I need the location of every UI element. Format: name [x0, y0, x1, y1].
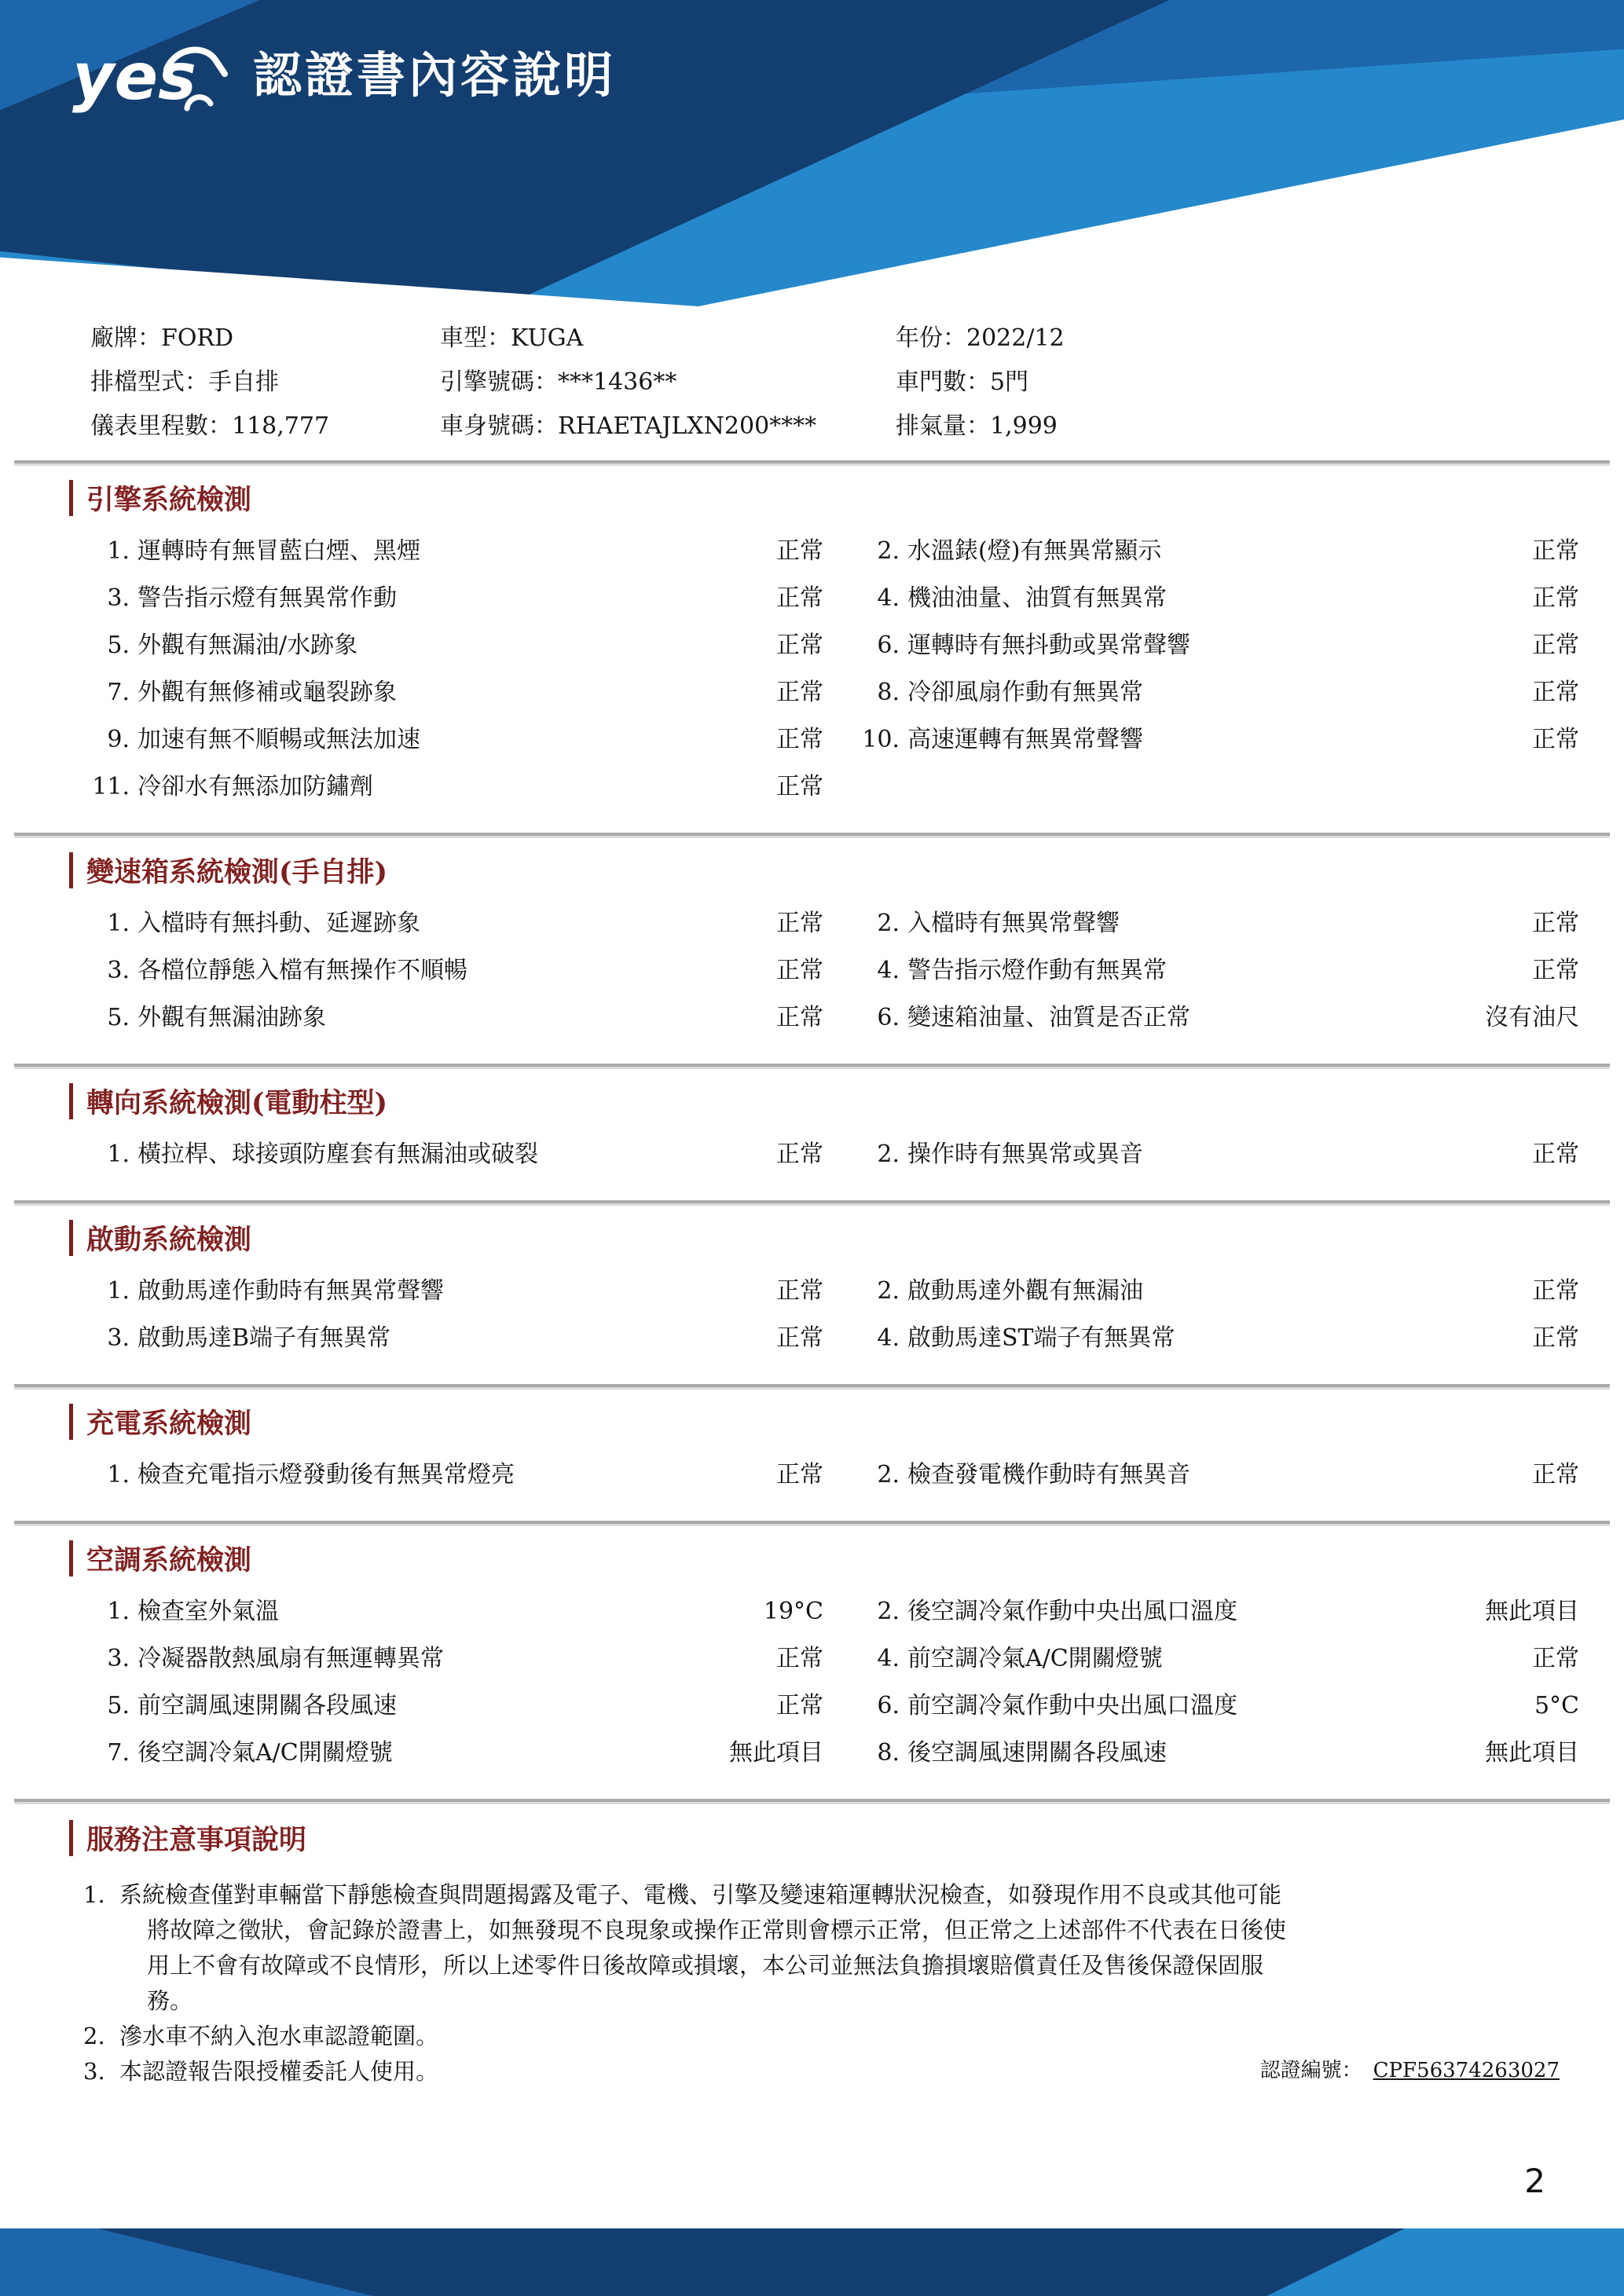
check-item [89, 726, 823, 754]
check-item-result: 正常 [1532, 726, 1579, 753]
check-item [89, 1141, 823, 1169]
check-item-number: 6. [877, 632, 900, 659]
check-item-text: 各檔位靜態入檔有無操作不順暢 [137, 957, 467, 984]
check-item-text: 運轉時有無抖動或異常聲響 [907, 632, 1190, 659]
check-item [859, 1004, 1579, 1032]
note-number: 2. [83, 2023, 105, 2049]
check-item-text: 啟動馬達作動時有無異常聲響 [137, 1277, 444, 1305]
check-item-result: 無此項目 [1485, 1739, 1579, 1767]
check-item-result: 沒有油尺 [1485, 1004, 1579, 1031]
check-item-text: 後空調風速開關各段風速 [907, 1739, 1167, 1767]
service-note [83, 1877, 1579, 2019]
check-item-result: 正常 [776, 632, 823, 659]
field-label: 排氣量： [896, 412, 990, 440]
page-header [0, 0, 1624, 306]
check-item-result: 正常 [776, 679, 823, 706]
check-item [859, 537, 1579, 566]
check-item-number: 3. [107, 957, 130, 984]
section-title-bar [69, 1083, 73, 1119]
section-title-text: 充電系統檢測 [86, 1408, 252, 1440]
check-item [859, 679, 1579, 707]
check-item-text: 高速運轉有無異常聲響 [907, 726, 1143, 753]
check-item-result: 5°C [1534, 1692, 1579, 1719]
check-section [0, 463, 1624, 833]
check-item [859, 632, 1579, 660]
section-title [69, 1403, 1579, 1441]
check-items [89, 1277, 1579, 1353]
check-item-result: 正常 [776, 1141, 823, 1168]
check-item [859, 1277, 1579, 1305]
check-item [859, 726, 1579, 754]
check-item [859, 910, 1579, 938]
check-item-result: 正常 [776, 1324, 823, 1352]
field-value: 1,999 [990, 412, 1058, 440]
section-title-text: 啟動系統檢測 [86, 1224, 252, 1256]
check-item [89, 957, 823, 985]
check-item-number: 2. [877, 910, 900, 937]
check-items [89, 1598, 1579, 1767]
check-item-result: 正常 [776, 957, 823, 984]
vehicle-info-field [896, 412, 1579, 441]
check-item [89, 1461, 823, 1489]
section-title-text: 變速箱系統檢測(手自排) [86, 856, 388, 888]
field-value: KUGA [511, 324, 584, 352]
check-item [89, 1645, 823, 1673]
check-item-number: 8. [877, 1739, 900, 1767]
check-item [859, 584, 1579, 613]
yes-car-logo-icon [72, 35, 229, 116]
certificate-number-line [1260, 2054, 1571, 2083]
check-items [89, 910, 1579, 1032]
section-title [69, 479, 1579, 517]
check-item [89, 773, 823, 801]
field-value: 2022/12 [966, 324, 1065, 352]
check-item-text: 外觀有無修補或龜裂跡象 [137, 679, 397, 706]
svg-text:yes: yes [72, 40, 196, 115]
check-item [859, 1598, 1579, 1626]
vehicle-info-field [90, 412, 440, 441]
check-item-text: 外觀有無漏油/水跡象 [137, 632, 358, 659]
section-title-bar [69, 852, 73, 888]
section-title-bar [69, 1404, 73, 1440]
vehicle-info [0, 306, 1624, 460]
check-item [859, 1324, 1579, 1353]
check-item-text: 冷凝器散熱風扇有無運轉異常 [137, 1645, 444, 1672]
check-item-result: 正常 [1532, 1324, 1579, 1352]
check-item-number: 9. [107, 726, 130, 753]
check-item-number: 1. [107, 1277, 130, 1305]
check-item-text: 啟動馬達外觀有無漏油 [907, 1277, 1143, 1305]
check-item-text: 後空調冷氣A/C開關燈號 [137, 1739, 393, 1767]
check-item-number: 3. [107, 1324, 130, 1352]
check-item-result: 無此項目 [1485, 1598, 1579, 1625]
check-item-result: 正常 [1532, 957, 1579, 984]
vehicle-info-field [90, 324, 440, 353]
check-item-text: 前空調風速開關各段風速 [137, 1692, 397, 1719]
check-item-text: 檢查室外氣溫 [137, 1598, 279, 1625]
check-item-result: 正常 [776, 537, 823, 565]
check-item-number: 2. [877, 537, 900, 565]
check-item [859, 1739, 1579, 1767]
check-section [0, 1387, 1624, 1521]
note-text: 本認證報告限授權委託人使用。 [119, 2058, 439, 2085]
check-item-text: 警告指示燈有無異常作動 [137, 584, 397, 612]
check-item [89, 537, 823, 566]
check-item-text: 前空調冷氣A/C開關燈號 [907, 1645, 1163, 1672]
certificate-number-value: CPF56374263027 [1373, 2059, 1560, 2082]
check-item [859, 1461, 1579, 1489]
section-title-bar [69, 1220, 73, 1256]
check-item-text: 啟動馬達B端子有無異常 [137, 1324, 391, 1352]
check-item [859, 1645, 1579, 1673]
page-footer [0, 2228, 1624, 2296]
check-item-result: 正常 [776, 1004, 823, 1031]
check-item-result: 無此項目 [729, 1739, 823, 1767]
check-item [89, 1598, 823, 1626]
field-value: 5門 [990, 368, 1029, 396]
check-item-text: 啟動馬達ST端子有無異常 [907, 1324, 1175, 1352]
vehicle-info-field [90, 368, 440, 397]
section-title [69, 1540, 1579, 1577]
check-item [89, 632, 823, 660]
check-item-number: 5. [107, 632, 130, 659]
check-item-number: 4. [877, 584, 900, 612]
check-item-text: 操作時有無異常或異音 [907, 1141, 1143, 1168]
check-item-number: 11. [92, 773, 130, 800]
vehicle-info-field [896, 368, 1579, 397]
field-label: 車型： [440, 324, 511, 352]
check-item-text: 檢查發電機作動時有無異音 [907, 1461, 1190, 1489]
check-item-number: 5. [107, 1004, 130, 1031]
check-item-result: 正常 [776, 1692, 823, 1719]
section-title-text: 空調系統檢測 [86, 1544, 252, 1576]
section-title [69, 1219, 1579, 1257]
page-title: 認證書內容說明 [253, 46, 617, 104]
check-item-number: 10. [862, 726, 900, 753]
vehicle-info-field [440, 324, 896, 353]
check-item [859, 957, 1579, 985]
section-title-bar [69, 1820, 73, 1856]
check-item-result: 正常 [776, 910, 823, 937]
field-label: 年份： [896, 324, 966, 352]
check-item [89, 910, 823, 938]
check-item-number: 1. [107, 1461, 130, 1489]
check-item-result: 正常 [1532, 1461, 1579, 1489]
check-item [859, 1141, 1579, 1169]
check-item-number: 6. [877, 1692, 900, 1719]
field-value: ***1436** [558, 368, 677, 396]
check-item-result: 正常 [1532, 1277, 1579, 1305]
field-label: 儀表里程數： [90, 412, 232, 440]
check-item [89, 584, 823, 613]
check-item-text: 冷卻水有無添加防鏽劑 [137, 773, 373, 800]
section-title-text: 服務注意事項說明 [86, 1824, 307, 1856]
check-item-number: 8. [877, 679, 900, 706]
check-item-number: 4. [877, 1645, 900, 1672]
section-title-text: 轉向系統檢測(電動柱型) [86, 1087, 388, 1119]
note-text: 系統檢查僅對車輛當下靜態檢查與問題揭露及電子、電機、引擎及變速箱運轉狀況檢查，如發現作用不良或其他可能將故障之徵狀，會記錄於證書上，如無發現不良現象或操作正常則會標示正常，但正常之上述部件不代表在日後使用上不會有故障或不良情形，所以上述零件日後故障或損壞，本公司並無法負擔損壞賠償責任及售後保證保固服務。 [119, 1881, 1287, 2014]
check-item-number: 6. [877, 1004, 900, 1031]
check-item-text: 冷卻風扇作動有無異常 [907, 679, 1143, 706]
field-value: 手自排 [208, 368, 279, 396]
check-item-result: 正常 [776, 584, 823, 612]
page-number: 2 [1524, 2162, 1545, 2200]
check-item-number: 4. [877, 957, 900, 984]
check-item-text: 橫拉桿、球接頭防塵套有無漏油或破裂 [137, 1141, 538, 1168]
check-item-number: 1. [107, 1598, 130, 1625]
field-label: 排檔型式： [90, 368, 208, 396]
check-item-result: 正常 [776, 1645, 823, 1672]
check-item-text: 檢查充電指示燈發動後有無異常燈亮 [137, 1461, 515, 1489]
field-value: FORD [161, 324, 234, 352]
check-section [0, 836, 1624, 1064]
check-item-number: 2. [877, 1141, 900, 1168]
check-item-result: 正常 [1532, 1645, 1579, 1672]
check-item-text: 變速箱油量、油質是否正常 [907, 1004, 1190, 1031]
check-item-number: 1. [107, 537, 130, 565]
field-value: 118,777 [232, 412, 330, 440]
field-label: 廠牌： [90, 324, 161, 352]
field-label: 車身號碼： [440, 412, 558, 440]
check-item-result: 正常 [776, 1277, 823, 1305]
check-item-text: 機油油量、油質有無異常 [907, 584, 1167, 612]
check-items [89, 1461, 1579, 1489]
section-title-bar [69, 1540, 73, 1576]
check-item-number: 7. [107, 1739, 130, 1767]
check-item-result: 正常 [1532, 1141, 1579, 1168]
vehicle-info-field [896, 324, 1579, 353]
check-item-text: 後空調冷氣作動中央出風口溫度 [907, 1598, 1237, 1625]
check-item-number: 2. [877, 1277, 900, 1305]
check-sections-container [0, 463, 1624, 1802]
check-item [89, 1739, 823, 1767]
section-title-text: 引擎系統檢測 [86, 484, 252, 516]
check-items [89, 1141, 1579, 1169]
note-number: 1. [83, 1881, 105, 1908]
check-item [89, 1692, 823, 1720]
check-item-result: 正常 [1532, 584, 1579, 612]
service-notes-section [0, 1802, 1624, 2089]
vehicle-info-field [440, 368, 896, 397]
check-item [89, 1324, 823, 1353]
service-note [83, 2019, 1579, 2054]
note-text: 滲水車不納入泡水車認證範圍。 [119, 2023, 439, 2049]
check-item-text: 警告指示燈作動有無異常 [907, 957, 1167, 984]
check-item-number: 2. [877, 1461, 900, 1489]
check-item-result: 正常 [776, 726, 823, 753]
section-title [69, 1819, 1579, 1857]
check-item-result: 正常 [776, 1461, 823, 1489]
check-item-number: 7. [107, 679, 130, 706]
check-item-text: 入檔時有無抖動、延遲跡象 [137, 910, 420, 937]
check-item-text: 加速有無不順暢或無法加速 [137, 726, 420, 753]
check-item-text: 入檔時有無異常聲響 [907, 910, 1120, 937]
field-value: RHAETAJLXN200**** [558, 412, 817, 440]
check-item-result: 正常 [1532, 537, 1579, 565]
check-item-text: 外觀有無漏油跡象 [137, 1004, 326, 1031]
section-title [69, 851, 1579, 889]
check-item [89, 1004, 823, 1032]
check-item-number: 2. [877, 1598, 900, 1625]
check-section [0, 1067, 1624, 1200]
check-item-text: 運轉時有無冒藍白煙、黑煙 [137, 537, 420, 565]
check-item [89, 679, 823, 707]
note-number: 3. [83, 2058, 105, 2085]
section-title [69, 1082, 1579, 1120]
check-section [0, 1203, 1624, 1384]
check-item-number: 4. [877, 1324, 900, 1352]
check-item [859, 1692, 1579, 1720]
header-brand [72, 35, 616, 116]
certificate-number-label: 認證編號： [1259, 2059, 1362, 2082]
check-section [0, 1524, 1624, 1799]
check-item-number: 3. [107, 584, 130, 612]
check-item-number: 3. [107, 1645, 130, 1672]
check-item-result: 19°C [763, 1598, 823, 1625]
check-item-number: 1. [107, 910, 130, 937]
check-item-number: 5. [107, 1692, 130, 1719]
section-title-bar [69, 480, 73, 516]
check-item-text: 前空調冷氣作動中央出風口溫度 [907, 1692, 1237, 1719]
check-item-text: 水溫錶(燈)有無異常顯示 [907, 537, 1162, 565]
check-item [89, 1277, 823, 1305]
check-item-number: 1. [107, 1141, 130, 1168]
check-item-result: 正常 [776, 773, 823, 800]
check-items [89, 537, 1579, 801]
field-label: 引擎號碼： [440, 368, 558, 396]
check-item-result: 正常 [1532, 632, 1579, 659]
check-item-result: 正常 [1532, 910, 1579, 937]
field-label: 車門數： [896, 368, 990, 396]
vehicle-info-field [440, 412, 896, 441]
check-item-result: 正常 [1532, 679, 1579, 706]
